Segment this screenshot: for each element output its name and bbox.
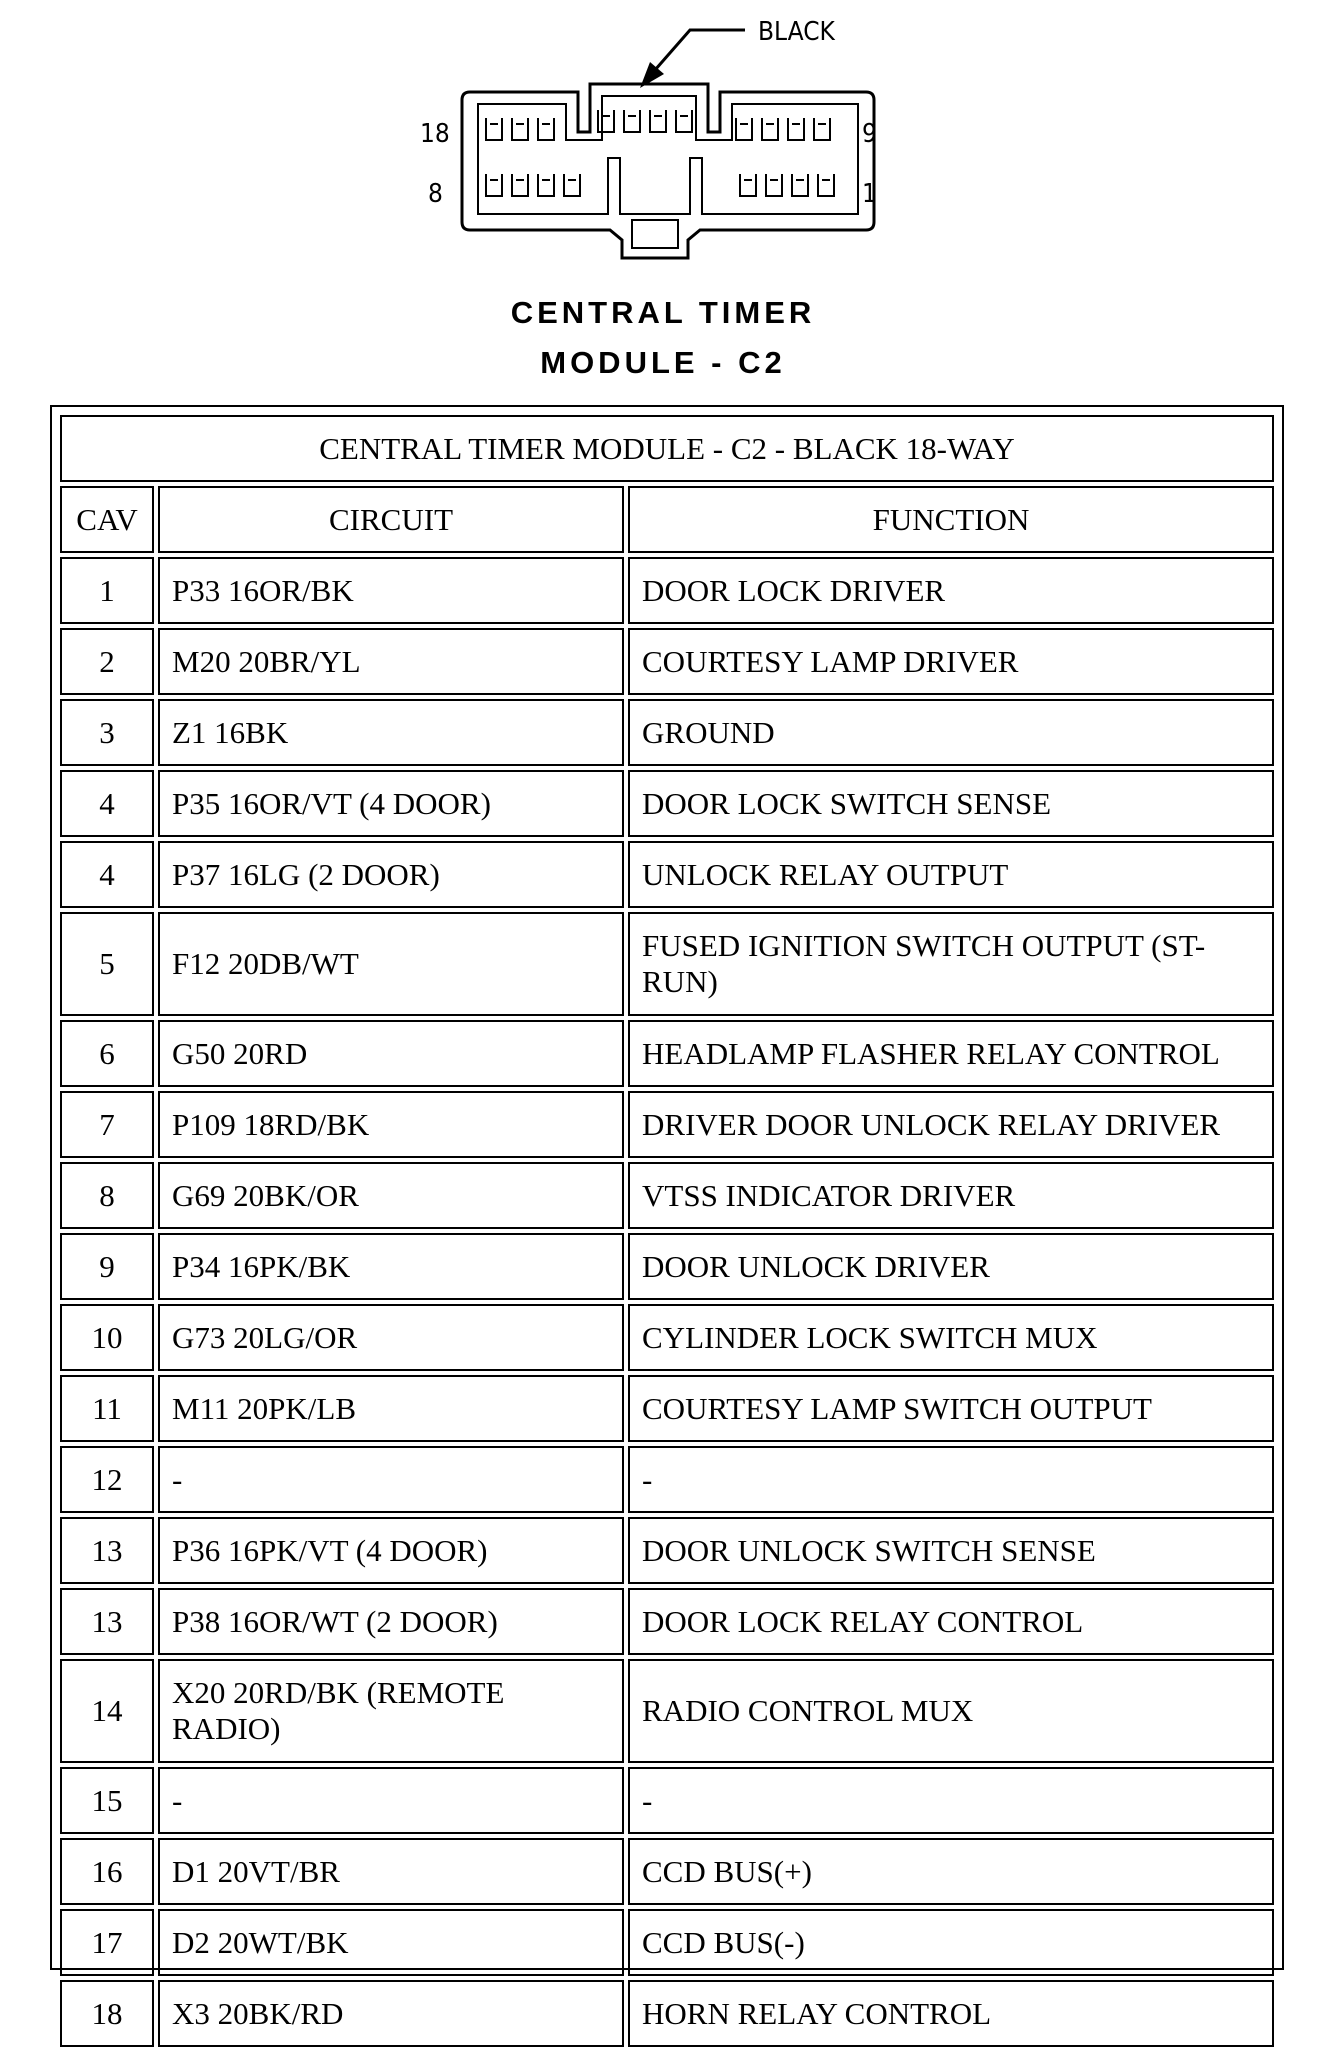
connector-cavity [792,174,808,196]
pin-number-top-right: 9 [862,119,877,149]
connector-cavity [512,174,528,196]
cell-cav: 17 [60,1909,154,1976]
connector-cavity [512,118,528,140]
cell-cav: 18 [60,1980,154,2047]
table-row [60,1233,1274,1300]
pin-number-top-left: 18 [420,119,450,149]
cell-function: COURTESY LAMP SWITCH OUTPUT [628,1375,1274,1442]
table-row [60,557,1274,624]
diagram-title-line-2: MODULE - C2 [540,345,786,380]
table-row [60,628,1274,695]
cell-circuit: X3 20BK/RD [158,1980,624,2047]
pinout-table [56,411,1278,2051]
connector-cavity [598,110,614,132]
table-title: CENTRAL TIMER MODULE - C2 - BLACK 18-WAY [60,415,1274,482]
table-row [60,1517,1274,1584]
cell-function: VTSS INDICATOR DRIVER [628,1162,1274,1229]
connector-color-label: BLACK [758,17,835,47]
cell-function: CCD BUS(-) [628,1909,1274,1976]
cell-cav: 6 [60,1020,154,1087]
table-row [60,912,1274,1016]
cell-function: DOOR LOCK DRIVER [628,557,1274,624]
cell-cav: 11 [60,1375,154,1442]
cell-cav: 4 [60,770,154,837]
cell-circuit: P37 16LG (2 DOOR) [158,841,624,908]
cell-cav: 15 [60,1767,154,1834]
cell-function: GROUND [628,699,1274,766]
table-row [60,1659,1274,1763]
table-row [60,1588,1274,1655]
cell-circuit: D1 20VT/BR [158,1838,624,1905]
cell-function: DOOR UNLOCK SWITCH SENSE [628,1517,1274,1584]
table-row [60,1909,1274,1976]
cell-circuit: G50 20RD [158,1020,624,1087]
cell-function: - [628,1767,1274,1834]
table-row [60,770,1274,837]
table-row [60,1375,1274,1442]
connector-cavity [486,118,502,140]
cell-circuit: P36 16PK/VT (4 DOOR) [158,1517,624,1584]
cell-cav: 13 [60,1588,154,1655]
connector-cavity [538,174,554,196]
cell-cav: 2 [60,628,154,695]
connector-cavity [762,118,778,140]
cell-circuit: Z1 16BK [158,699,624,766]
table-row [60,1304,1274,1371]
cell-cav: 9 [60,1233,154,1300]
cell-circuit: M20 20BR/YL [158,628,624,695]
cell-circuit: G73 20LG/OR [158,1304,624,1371]
cell-circuit: P38 16OR/WT (2 DOOR) [158,1588,624,1655]
cell-cav: 13 [60,1517,154,1584]
cell-cav: 4 [60,841,154,908]
connector-cavity [624,110,640,132]
connector-cavity [814,118,830,140]
cell-cav: 16 [60,1838,154,1905]
diagram-title-line-1: CENTRAL TIMER [510,295,816,330]
table-row [60,1446,1274,1513]
table-row [60,841,1274,908]
cell-function: DOOR LOCK RELAY CONTROL [628,1588,1274,1655]
table-row [60,1091,1274,1158]
cell-circuit: - [158,1446,624,1513]
column-header-cav: CAV [60,486,154,553]
connector-cavity [486,174,502,196]
connector-cavity [676,110,692,132]
cell-circuit: D2 20WT/BK [158,1909,624,1976]
cell-function: DRIVER DOOR UNLOCK RELAY DRIVER [628,1091,1274,1158]
table-row [60,699,1274,766]
cell-cav: 12 [60,1446,154,1513]
table-row [60,1020,1274,1087]
cell-cav: 1 [60,557,154,624]
cell-cav: 10 [60,1304,154,1371]
cell-function: HEADLAMP FLASHER RELAY CONTROL [628,1020,1274,1087]
cell-circuit: P34 16PK/BK [158,1233,624,1300]
connector-cavities [486,110,834,196]
table-row [60,1767,1274,1834]
cell-circuit: G69 20BK/OR [158,1162,624,1229]
cell-function: UNLOCK RELAY OUTPUT [628,841,1274,908]
cell-circuit: - [158,1767,624,1834]
cell-function: DOOR LOCK SWITCH SENSE [628,770,1274,837]
cell-cav: 5 [60,912,154,1016]
cell-function: DOOR UNLOCK DRIVER [628,1233,1274,1300]
connector-cavity [650,110,666,132]
connector-cavity [564,174,580,196]
cell-cav: 8 [60,1162,154,1229]
cell-function: - [628,1446,1274,1513]
cell-function: CCD BUS(+) [628,1838,1274,1905]
connector-cavity [538,118,554,140]
connector-cavity [818,174,834,196]
cell-circuit: P35 16OR/VT (4 DOOR) [158,770,624,837]
connector-cavity [766,174,782,196]
table-row [60,1162,1274,1229]
connector-diagram [400,0,920,280]
cell-function: FUSED IGNITION SWITCH OUTPUT (ST-RUN) [628,912,1274,1016]
cell-cav: 7 [60,1091,154,1158]
cell-circuit: P109 18RD/BK [158,1091,624,1158]
cell-circuit: X20 20RD/BK (REMOTE RADIO) [158,1659,624,1763]
cell-function: CYLINDER LOCK SWITCH MUX [628,1304,1274,1371]
cell-circuit: F12 20DB/WT [158,912,624,1016]
cell-cav: 3 [60,699,154,766]
cell-circuit: M11 20PK/LB [158,1375,624,1442]
callout-leader-line [648,30,745,78]
column-header-function: FUNCTION [628,486,1274,553]
connector-cavity [788,118,804,140]
table-row [60,1838,1274,1905]
cell-circuit: P33 16OR/BK [158,557,624,624]
pinout-table-frame [50,405,1284,2031]
connector-latch [632,220,678,248]
cell-cav: 14 [60,1659,154,1763]
connector-cavity [736,118,752,140]
column-header-circuit: CIRCUIT [158,486,624,553]
diagram-title [0,288,1326,388]
connector-housing [462,84,874,258]
cell-function: HORN RELAY CONTROL [628,1980,1274,2047]
table-row [60,1980,1274,2047]
connector-cavity [740,174,756,196]
pin-number-bottom-right: 1 [862,179,877,209]
cell-function: RADIO CONTROL MUX [628,1659,1274,1763]
cell-function: COURTESY LAMP DRIVER [628,628,1274,695]
pin-number-bottom-left: 8 [428,179,443,209]
